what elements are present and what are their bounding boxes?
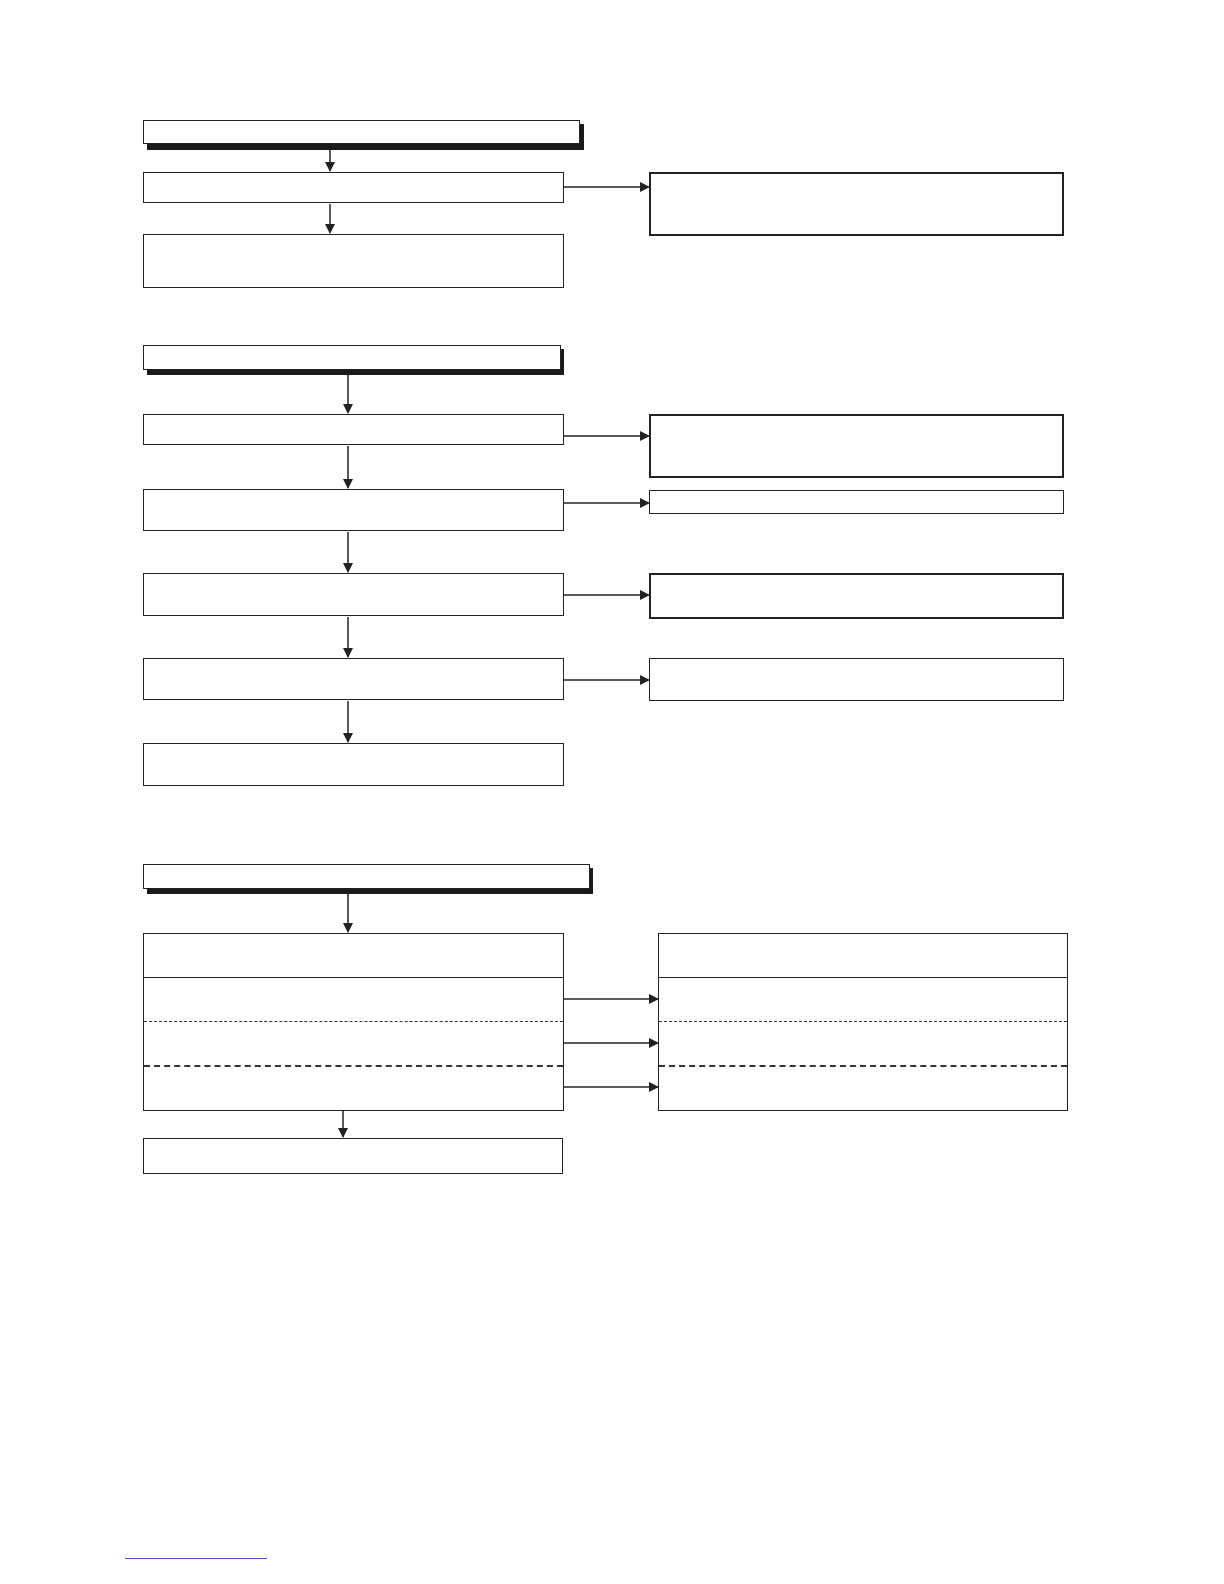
section-3-right-table xyxy=(658,933,1068,1111)
section-3-left-table-dashed-1 xyxy=(144,1021,563,1022)
section-3-right-table-dashed-2 xyxy=(659,1065,1067,1067)
section-3-right-table-divider xyxy=(658,977,1068,978)
section-1-step-2 xyxy=(143,234,564,288)
section-2-result-1 xyxy=(649,414,1064,478)
section-2-result-3 xyxy=(649,573,1064,619)
section-2-result-4 xyxy=(649,658,1064,701)
section-1-step-1 xyxy=(143,172,564,203)
section-1-header xyxy=(143,120,580,144)
section-3-left-table-dashed-2 xyxy=(144,1065,563,1067)
section-2-result-2 xyxy=(649,490,1064,514)
section-2-step-5 xyxy=(143,743,564,786)
footer-link-underline xyxy=(125,1558,267,1559)
section-2-header xyxy=(143,345,561,370)
section-3-left-table-divider xyxy=(143,977,564,978)
section-3-left-table xyxy=(143,933,564,1111)
section-3-header xyxy=(143,864,590,889)
section-3-right-table-dashed-1 xyxy=(659,1021,1067,1022)
section-3-final-step xyxy=(143,1138,563,1174)
section-2-step-2 xyxy=(143,489,564,531)
section-2-step-3 xyxy=(143,573,564,616)
section-2-step-1 xyxy=(143,414,564,445)
section-1-result-1 xyxy=(649,172,1064,236)
section-2-step-4 xyxy=(143,658,564,700)
